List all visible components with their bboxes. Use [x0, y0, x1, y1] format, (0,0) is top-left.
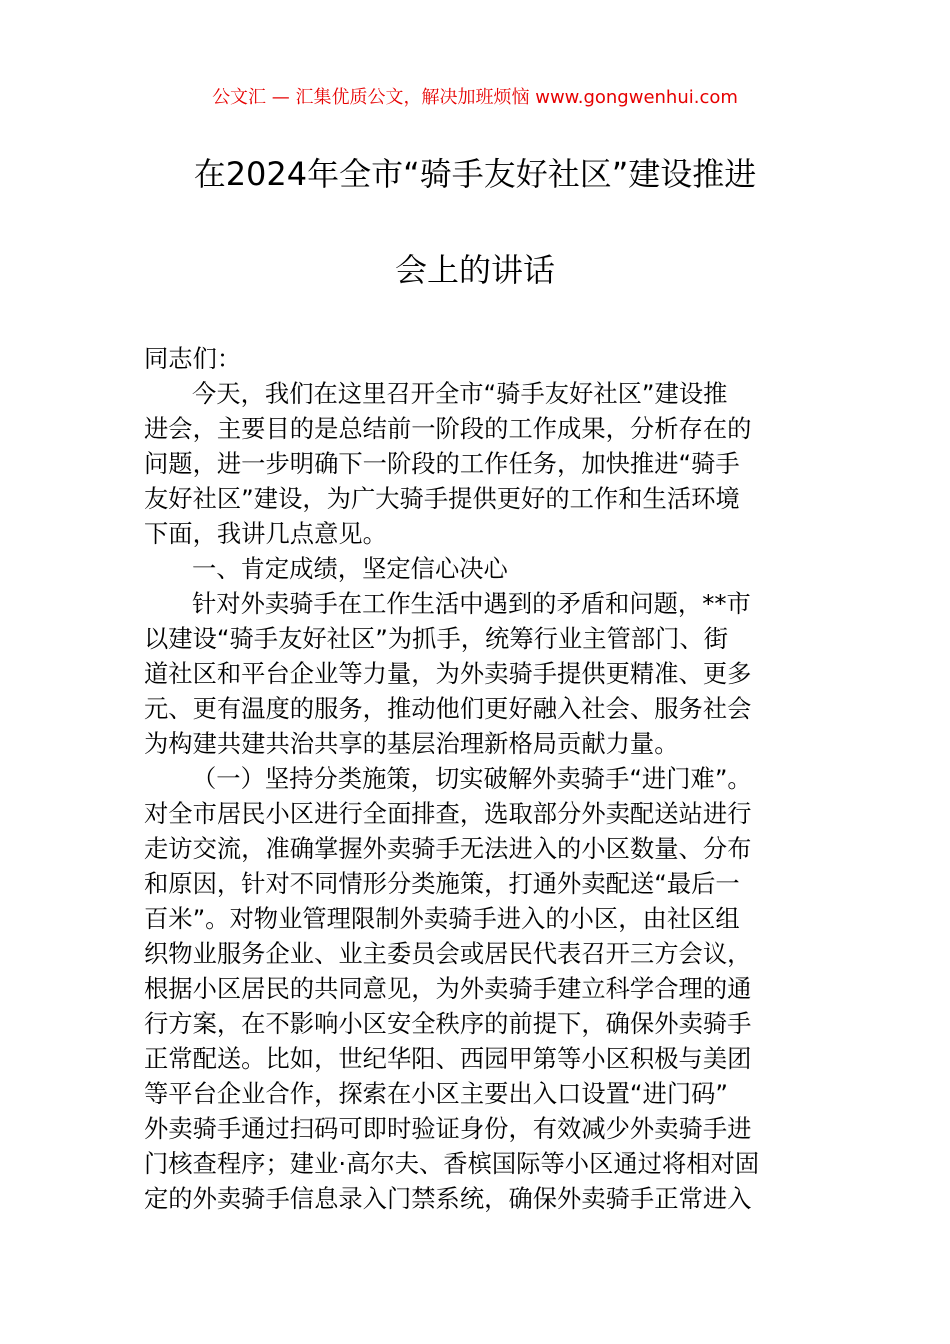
paragraph-line: 问题，进一步明确下一阶段的工作任务，加快推进“骑手 — [144, 449, 740, 478]
paragraph-line: 根据小区居民的共同意见，为外卖骑手建立科学合理的通 — [144, 974, 752, 1003]
paragraph-line: 织物业服务企业、业主委员会或居民代表召开三方会议， — [144, 939, 752, 968]
document-body — [144, 341, 814, 1216]
subsection-heading: （一）坚持分类施策，切实破解外卖骑手“进门难”。 — [192, 764, 752, 793]
salutation: 同志们： — [144, 344, 242, 373]
paragraph-line: 外卖骑手通过扫码可即时验证身份，有效减少外卖骑手进 — [144, 1114, 752, 1143]
paragraph-line: 针对外卖骑手在工作生活中遇到的矛盾和问题，**市 — [192, 589, 751, 618]
paragraph-line: 对全市居民小区进行全面排查，选取部分外卖配送站进行 — [144, 799, 752, 828]
paragraph-line: 以建设“骑手友好社区”为抓手，统筹行业主管部门、街 — [144, 624, 729, 653]
paragraph-line: 今天，我们在这里召开全市“骑手友好社区”建设推 — [192, 379, 728, 408]
paragraph-line: 元、更有温度的服务，推动他们更好融入社会、服务社会 — [144, 694, 752, 723]
paragraph-line: 友好社区”建设，为广大骑手提供更好的工作和生活环境 — [144, 484, 740, 513]
paragraph-line: 下面，我讲几点意见。 — [144, 519, 387, 548]
paragraph-line: 等平台企业合作，探索在小区主要出入口设置“进门码” — [144, 1079, 729, 1108]
source-banner[interactable]: 公文汇 — 汇集优质公文，解决加班烦恼 www.gongwenhui.com — [212, 87, 738, 108]
paragraph-line: 门核查程序；建业·高尔夫、香槟国际等小区通过将相对固 — [144, 1149, 760, 1178]
document-title-line-1: 在2024年全市“骑手友好社区”建设推进 — [193, 155, 757, 193]
paragraph-line: 定的外卖骑手信息录入门禁系统，确保外卖骑手正常进入 — [144, 1184, 752, 1213]
paragraph-line: 进会，主要目的是总结前一阶段的工作成果，分析存在的 — [144, 414, 752, 443]
paragraph-line: 为构建共建共治共享的基层治理新格局贡献力量。 — [144, 729, 679, 758]
paragraph-line: 百米”。对物业管理限制外卖骑手进入的小区，由社区组 — [144, 904, 740, 933]
section-heading: 一、肯定成绩，坚定信心决心 — [192, 554, 508, 583]
paragraph-line: 和原因，针对不同情形分类施策，打通外卖配送“最后一 — [144, 869, 740, 898]
paragraph-line: 正常配送。比如，世纪华阳、西园甲第等小区积极与美团 — [144, 1044, 752, 1073]
paragraph-line: 道社区和平台企业等力量，为外卖骑手提供更精准、更多 — [144, 659, 752, 688]
paragraph-line: 走访交流，准确掌握外卖骑手无法进入的小区数量、分布 — [144, 834, 752, 863]
document-title-line-2: 会上的讲话 — [394, 251, 555, 289]
paragraph-line: 行方案，在不影响小区安全秩序的前提下，确保外卖骑手 — [144, 1009, 752, 1038]
